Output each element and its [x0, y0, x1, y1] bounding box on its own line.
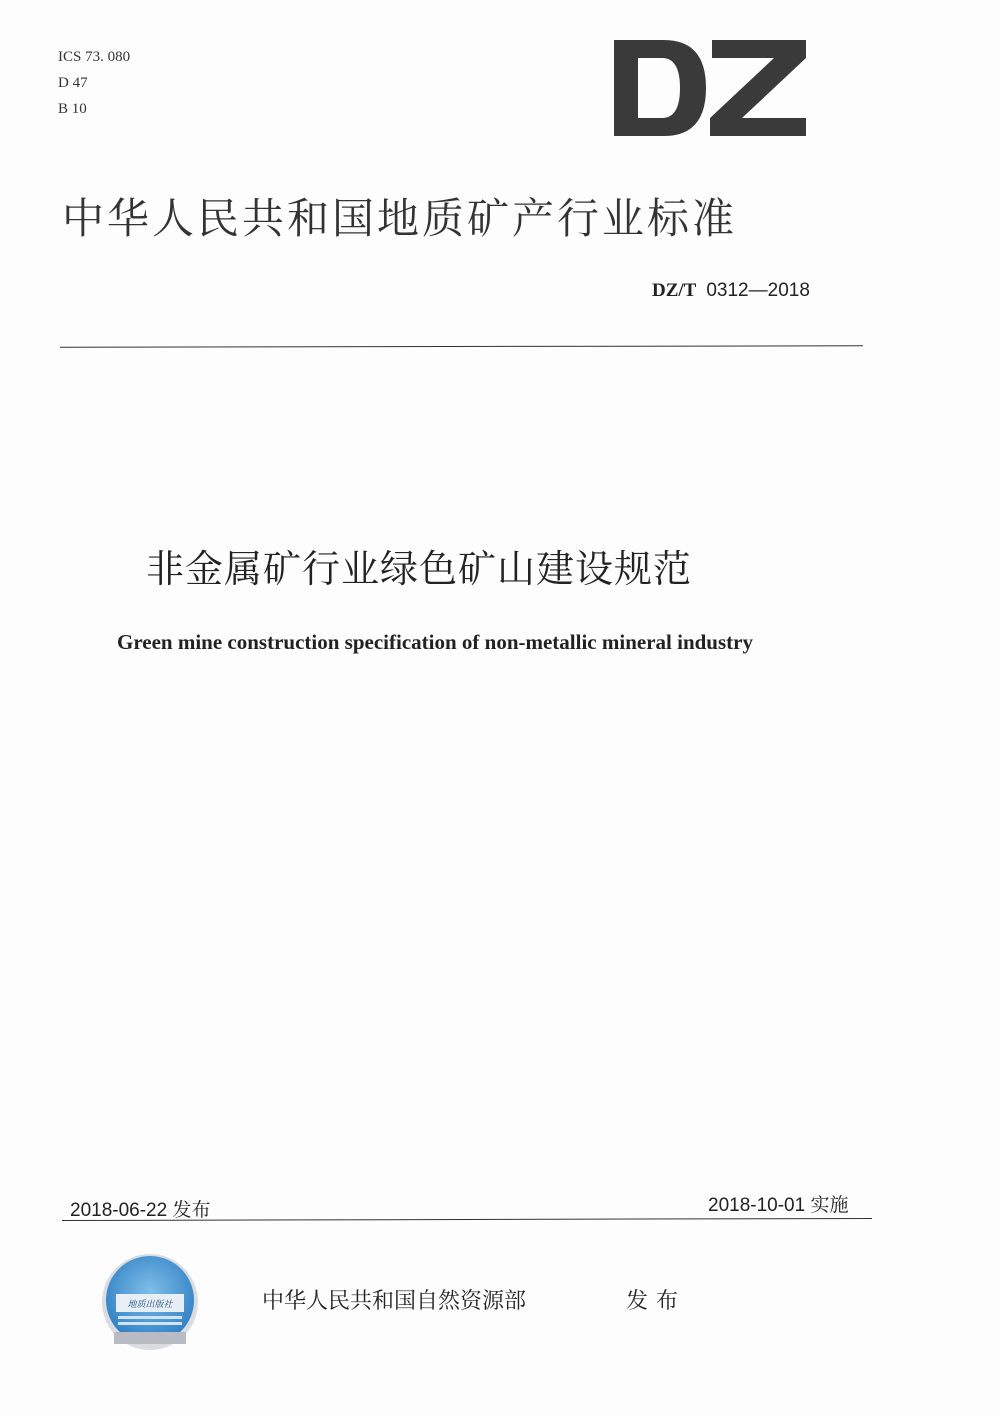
document-title-chinese: 非金属矿行业绿色矿山建设规范 [146, 547, 693, 591]
standard-type-title: 中华人民共和国地质矿产行业标准 [62, 194, 738, 243]
standard-number [652, 280, 810, 302]
classification-codes [58, 44, 130, 122]
implementation-date: 2018-10-01 实施 [708, 1195, 849, 1216]
dz-logo-icon [612, 38, 808, 138]
ccs-code: D 47 [58, 75, 88, 91]
document-title-english: Green mine construction specification of non-metallic mineral industry [117, 630, 753, 654]
ics-code: ICS 73. 080 [58, 49, 131, 65]
publisher-name: 中华人民共和国自然资源部 [262, 1289, 527, 1314]
issue-date: 2018-06-22 发布 [70, 1200, 211, 1221]
filing-code: B 10 [58, 101, 87, 117]
standard-number-prefix: DZ/T [652, 280, 697, 301]
anti-counterfeit-seal-icon [100, 1252, 200, 1352]
standard-number-value: 0312—2018 [706, 280, 810, 301]
seal-text: 地质出版社 [127, 1300, 173, 1310]
publish-label: 发布 [626, 1289, 687, 1314]
header-divider [60, 345, 863, 347]
